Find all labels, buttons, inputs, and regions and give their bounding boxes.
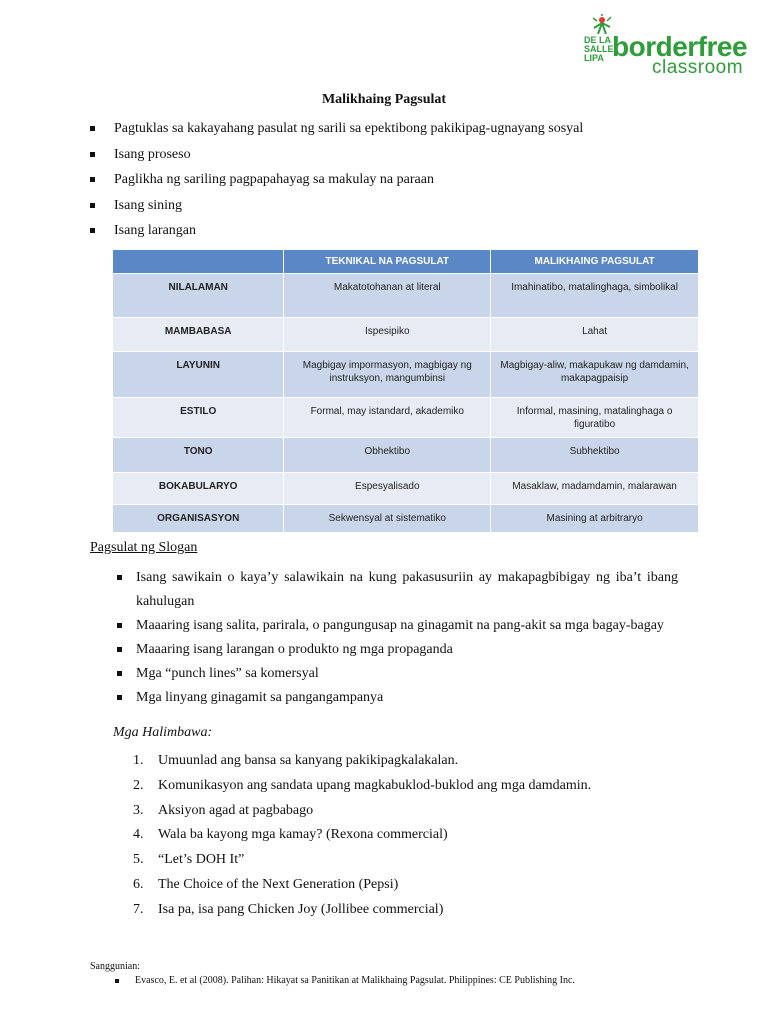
list-item xyxy=(114,750,591,775)
table-cell: Lahat xyxy=(491,318,699,352)
table-row xyxy=(113,473,699,505)
table-cell: Formal, may istandard, akademiko xyxy=(284,398,491,438)
table-header-cell: TEKNIKAL NA PAGSULAT xyxy=(284,250,491,274)
row-header-cell: NILALAMAN xyxy=(113,274,284,318)
table-cell: Obhektibo xyxy=(284,438,491,473)
list-item xyxy=(114,899,591,924)
school-name xyxy=(584,36,614,63)
logo-word-borderfree: borderfree xyxy=(612,31,748,62)
row-header-cell: ESTILO xyxy=(113,398,284,438)
item-number: 3. xyxy=(133,802,144,818)
list-item xyxy=(114,849,591,874)
item-text: Komunikasyon ang sandata upang magkabuklod-buklod ang mga damdamin. xyxy=(158,777,592,793)
references-label: Sanggunian: xyxy=(90,961,140,972)
definition-list xyxy=(86,118,583,246)
table-cell: Masaklaw, madamdamin, malarawan xyxy=(491,473,699,505)
list-item: Isang larangan xyxy=(86,220,583,246)
examples-label: Mga Halimbawa: xyxy=(113,725,213,740)
table-cell: Ispesipiko xyxy=(284,318,491,352)
item-text: Wala ba kayong mga kamay? (Rexona commercial) xyxy=(158,827,448,843)
item-text: Umuunlad ang bansa sa kanyang pakikipagkalakalan. xyxy=(158,753,459,768)
item-text: “Let’s DOH It” xyxy=(158,852,245,868)
table-cell: Imahinatibo, matalinghaga, simbolikal xyxy=(491,274,699,318)
row-header-cell: MAMBABASA xyxy=(113,318,284,352)
list-item: Isang sining xyxy=(86,195,583,221)
row-header-cell: BOKABULARYO xyxy=(113,473,284,505)
school-mark xyxy=(584,14,614,76)
table-row xyxy=(113,438,699,473)
table-header-cell xyxy=(113,250,284,274)
references-list xyxy=(112,974,575,987)
table-row xyxy=(113,505,699,532)
row-header-cell: LAYUNIN xyxy=(113,352,284,398)
school-name-line: DE LA xyxy=(584,35,611,45)
reference-item: Evasco, E. et al (2008). Palihan: Hikayat sa Panitikan at Malikhaing Pagsulat. Philippines: CE Publishing Inc. xyxy=(112,974,575,987)
item-number: 5. xyxy=(133,852,144,868)
list-item: Paglikha ng sariling pagpapahayag sa makulay na paraan xyxy=(86,169,583,195)
school-name-line: SALLE xyxy=(584,44,614,54)
logo-word-classroom: classroom xyxy=(652,57,744,78)
slogan-list xyxy=(112,566,678,710)
item-number: 7. xyxy=(133,901,144,917)
list-item: Isang proseso xyxy=(86,144,583,170)
table-cell: Subhektibo xyxy=(491,438,699,473)
list-item: Isang sawikain o kaya’y salawikain na kung pakasusuriin ay makapagbibigay ng iba’t ibang kahulugan xyxy=(112,566,678,614)
table-cell: Espesyalisado xyxy=(284,473,491,505)
table-header-row xyxy=(113,250,699,274)
page-title: Malikhaing Pagsulat xyxy=(321,92,447,107)
item-number: 4. xyxy=(133,827,144,843)
table-row xyxy=(113,274,699,318)
list-item: Pagtuklas sa kakayahang pasulat ng sarili sa epektibong pakikipag-ugnayang sosyal xyxy=(86,118,583,144)
spark-icon xyxy=(590,14,614,36)
table-cell: Magbigay-aliw, makapukaw ng damdamin, makapagpaisip xyxy=(491,352,699,398)
item-text: Isa pa, isa pang Chicken Joy (Jollibee commercial) xyxy=(158,901,444,917)
examples-list xyxy=(114,750,591,924)
list-item: Mga linyang ginagamit sa pangangampanya xyxy=(112,686,678,710)
row-header-cell: TONO xyxy=(113,438,284,473)
list-item: Mga “punch lines” sa komersyal xyxy=(112,662,678,686)
item-number: 1. xyxy=(133,753,144,768)
list-item xyxy=(114,800,591,825)
table-header-cell: MALIKHAING PAGSULAT xyxy=(491,250,699,274)
list-item: Maaaring isang salita, parirala, o pangungusap na ginagamit na pang-akit sa mga bagay-bagay xyxy=(112,614,678,638)
table-row xyxy=(113,398,699,438)
row-header-cell: ORGANISASYON xyxy=(113,505,284,532)
table-cell: Informal, masining, matalinghaga o figuratibo xyxy=(491,398,699,438)
item-number: 2. xyxy=(133,777,144,793)
list-item xyxy=(114,775,591,800)
list-item: Maaaring isang larangan o produkto ng mga propaganda xyxy=(112,638,678,662)
item-text: The Choice of the Next Generation (Pepsi) xyxy=(158,876,399,892)
table-cell: Masining at arbitraryo xyxy=(491,505,699,532)
table-cell: Magbigay impormasyon, magbigay ng instruksyon, mangumbinsi xyxy=(284,352,491,398)
list-item xyxy=(114,824,591,849)
item-text: Aksiyon agad at pagbabago xyxy=(158,802,314,818)
item-number: 6. xyxy=(133,876,144,892)
table-cell: Sekwensyal at sistematiko xyxy=(284,505,491,532)
comparison-table xyxy=(113,250,699,532)
table-row xyxy=(113,352,699,398)
section-title-slogan: Pagsulat ng Slogan xyxy=(90,540,198,555)
table-cell: Makatotohanan at literal xyxy=(284,274,491,318)
table-row xyxy=(113,318,699,352)
borderfree-classroom-logo xyxy=(584,14,760,78)
school-name-line: LIPA xyxy=(584,53,604,63)
list-item xyxy=(114,874,591,899)
